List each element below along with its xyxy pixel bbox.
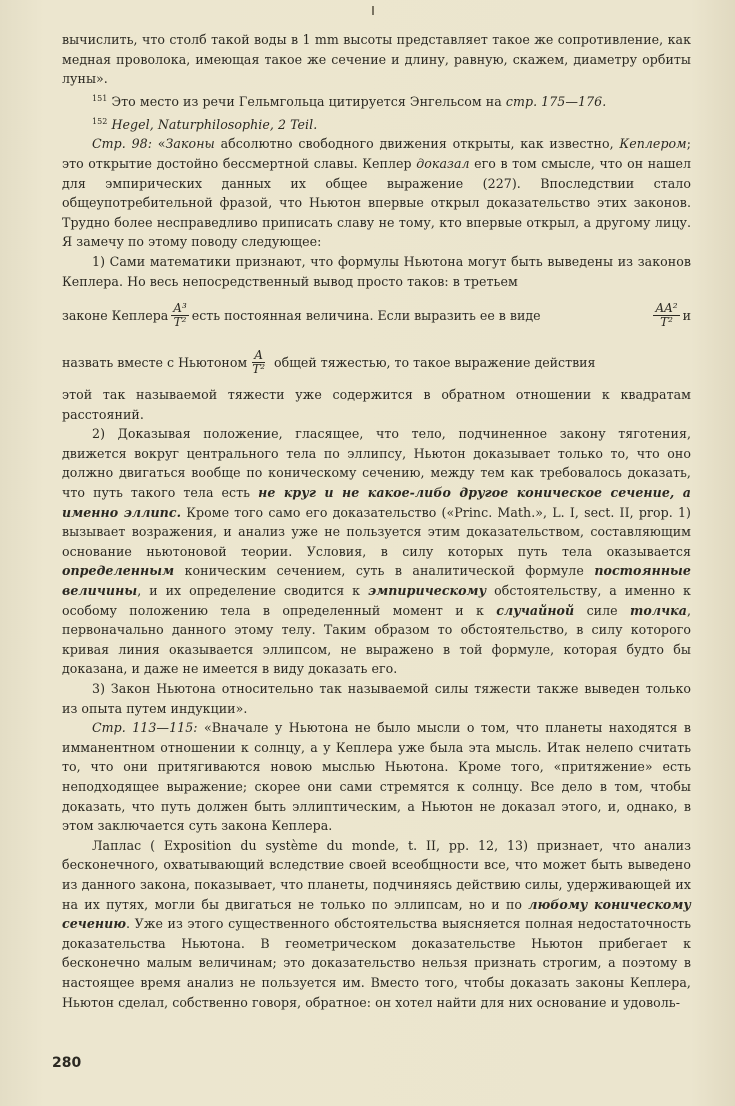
emphasis: доказал bbox=[416, 155, 470, 171]
numerator: AA² bbox=[655, 300, 678, 315]
fraction bbox=[653, 302, 679, 329]
paragraph-continuation: вычислить, что столб такой воды в 1 mm высоты представляет такое же сопротивление, как медная проволока, имеющая такое же сечение и длину, равную, скажем, диаметру орбиты луны». bbox=[62, 32, 691, 87]
numerator: A bbox=[254, 347, 263, 362]
emphasis: эмпирическому bbox=[368, 583, 487, 599]
text-span: , и их определение сводится к bbox=[137, 583, 361, 599]
footnote-ref: стр. 175—176. bbox=[505, 93, 607, 109]
item-1: 1) Сами математики признают, что формулы Ньютона могут быть выведены из законов Кеплера. Но весь непосредственный вывод просто таков: в третьем bbox=[62, 253, 691, 289]
footnote-number: 151 bbox=[92, 93, 108, 103]
emphasis: случайной bbox=[496, 602, 575, 618]
denominator: T² bbox=[173, 314, 187, 329]
emphasis: толчка bbox=[630, 602, 687, 618]
page-ref: Стр. 98: bbox=[92, 136, 153, 152]
text-span: Лаплас ( Exposition du système du monde, t. II, pp. 12, 13) признает, что анализ бесконечного, охватывающий вследствие своей всеобщности все, что может быть выведено из данного закона, показывает, что планеты, подчиняясь действию силы, удерживающей их на их путях, могли бы двигаться не только по эллипсам, но и по bbox=[62, 837, 691, 912]
text-span: обстоятельству, а именно к особому положению тела в определенный момент и к bbox=[62, 583, 691, 618]
item-2 bbox=[62, 424, 691, 679]
footnote-text: Это место из речи Гельмгольца цитируется Энгельсом на bbox=[111, 93, 502, 109]
text-span: ; это открытие достойно бессмертной славы. Кеплер bbox=[62, 136, 691, 171]
paragraph-laplace bbox=[62, 836, 691, 1012]
paragraph-p98 bbox=[62, 134, 691, 252]
text-span: Кроме того само его доказательство («Princ. Math.», L. I, sect. II, prop. 1) вызывает возражения, и анализ уже не пользуется этим доказательством, составляющим основание ньютоновой теории. Условия, в силу которых путь тела оказывается bbox=[62, 504, 691, 559]
emphasis: Кеплером bbox=[619, 136, 687, 152]
footnote-number: 152 bbox=[92, 116, 108, 126]
formula-line-2 bbox=[62, 339, 691, 385]
formula-line-1 bbox=[62, 293, 691, 337]
text-span: есть постоянная величина. Если выразить ее в виде bbox=[191, 307, 541, 323]
emphasis: Законы bbox=[165, 136, 215, 152]
item-3: 3) Закон Ньютона относительно так называемой силы тяжести также выведен только из опыта путем индукции». bbox=[62, 681, 691, 716]
text-span: силе bbox=[586, 602, 618, 618]
numerator: A³ bbox=[173, 300, 187, 315]
emphasis: любому коническому сечению bbox=[62, 896, 691, 932]
footnote-151 bbox=[62, 89, 691, 112]
denominator: T² bbox=[252, 361, 266, 376]
text-span: общей тяжестью, то такое выражение действия bbox=[274, 354, 596, 370]
text-span: абсолютно свободного движения открыты, как известно, bbox=[220, 136, 614, 152]
fraction bbox=[250, 349, 267, 376]
page-mark bbox=[372, 6, 374, 15]
emphasis: постоянные величины bbox=[62, 563, 691, 599]
page-ref: Стр. 113—115: bbox=[92, 720, 198, 736]
emphasis: определенным bbox=[62, 563, 175, 579]
text-span: 2) Доказывая положение, гласящее, что тело, подчиненное закону тяготения, движется вокруг центрального тела по эллипсу, Ньютон доказывает только то, что оно должно двигаться вообще по коническому сечению, между тем как требовалось доказать, что путь такого тела есть bbox=[62, 426, 691, 501]
text-span: «Вначале у Ньютона не было мысли о том, что планеты находятся в имманентном отношении к солнцу, а у Кеплера уже была эта мысль. Итак нелепо считать то, что они притягиваются новою мыслью Ньютона. Кроме того, «притяжение» есть неподходящее выражение; скорее они сами стремятся к солнцу. Все дело в том, чтобы доказать, что путь должен быть эллиптическим, а Ньютон не доказал этого, и, однако, в этом заключается суть закона Кеплера. bbox=[62, 720, 691, 834]
denominator: T² bbox=[660, 314, 673, 329]
text-span: коническим сечением, суть в аналитической формуле bbox=[184, 563, 584, 579]
text-span: законе Кеплера bbox=[62, 307, 169, 323]
text-span: , первоначально данного этому телу. Таким образом то обстоятельство, в силу которого кривая линия оказывается эллипсом, не выражено в той формуле, которая будто бы доказана, и даже не имеется в виду доказать его. bbox=[62, 602, 692, 677]
page-number: 280 bbox=[52, 1055, 82, 1071]
text-span: и bbox=[682, 307, 691, 323]
text-span: назвать вместе с Ньютоном bbox=[62, 354, 248, 370]
emphasis: не круг и не какое-либо другое коническое сечение, а именно эллипс. bbox=[62, 485, 691, 520]
footnote-text: Hegel, Naturphilosophie, 2 Teil. bbox=[111, 116, 318, 132]
footnote-152 bbox=[62, 112, 691, 135]
text-span: его в том смысле, что он нашел для эмпирических данных их общее выражение (227). Впоследствии стало общеупотребительной фразой, что Ньютон впервые открыл доказательство этих законов. Трудно более несправедливо приписать славу не тому, кто впервые открыл, а другому лицу. Я замечу по этому поводу следующее: bbox=[62, 155, 692, 250]
fraction bbox=[171, 302, 188, 329]
text-span: . Уже из этого существенного обстоятельства выясняется полная недостаточность доказательства Ньютона. В геометрическом доказательстве Ньютон прибегает к бесконечно малым величинам; это доказательство нельзя признать строгим, а поэтому в настоящее время анализ не пользуется им. Вместо того, чтобы доказать законы Кеплера, Ньютон сделал, собственно говоря, обратное: он хотел найти для них основание и удоволь- bbox=[62, 916, 691, 1010]
paragraph-p113 bbox=[62, 718, 691, 836]
text-span: « bbox=[157, 136, 166, 152]
item-1-continuation: этой так называемой тяжести уже содержится в обратном отношении к квадратам расстояний. bbox=[62, 387, 691, 422]
